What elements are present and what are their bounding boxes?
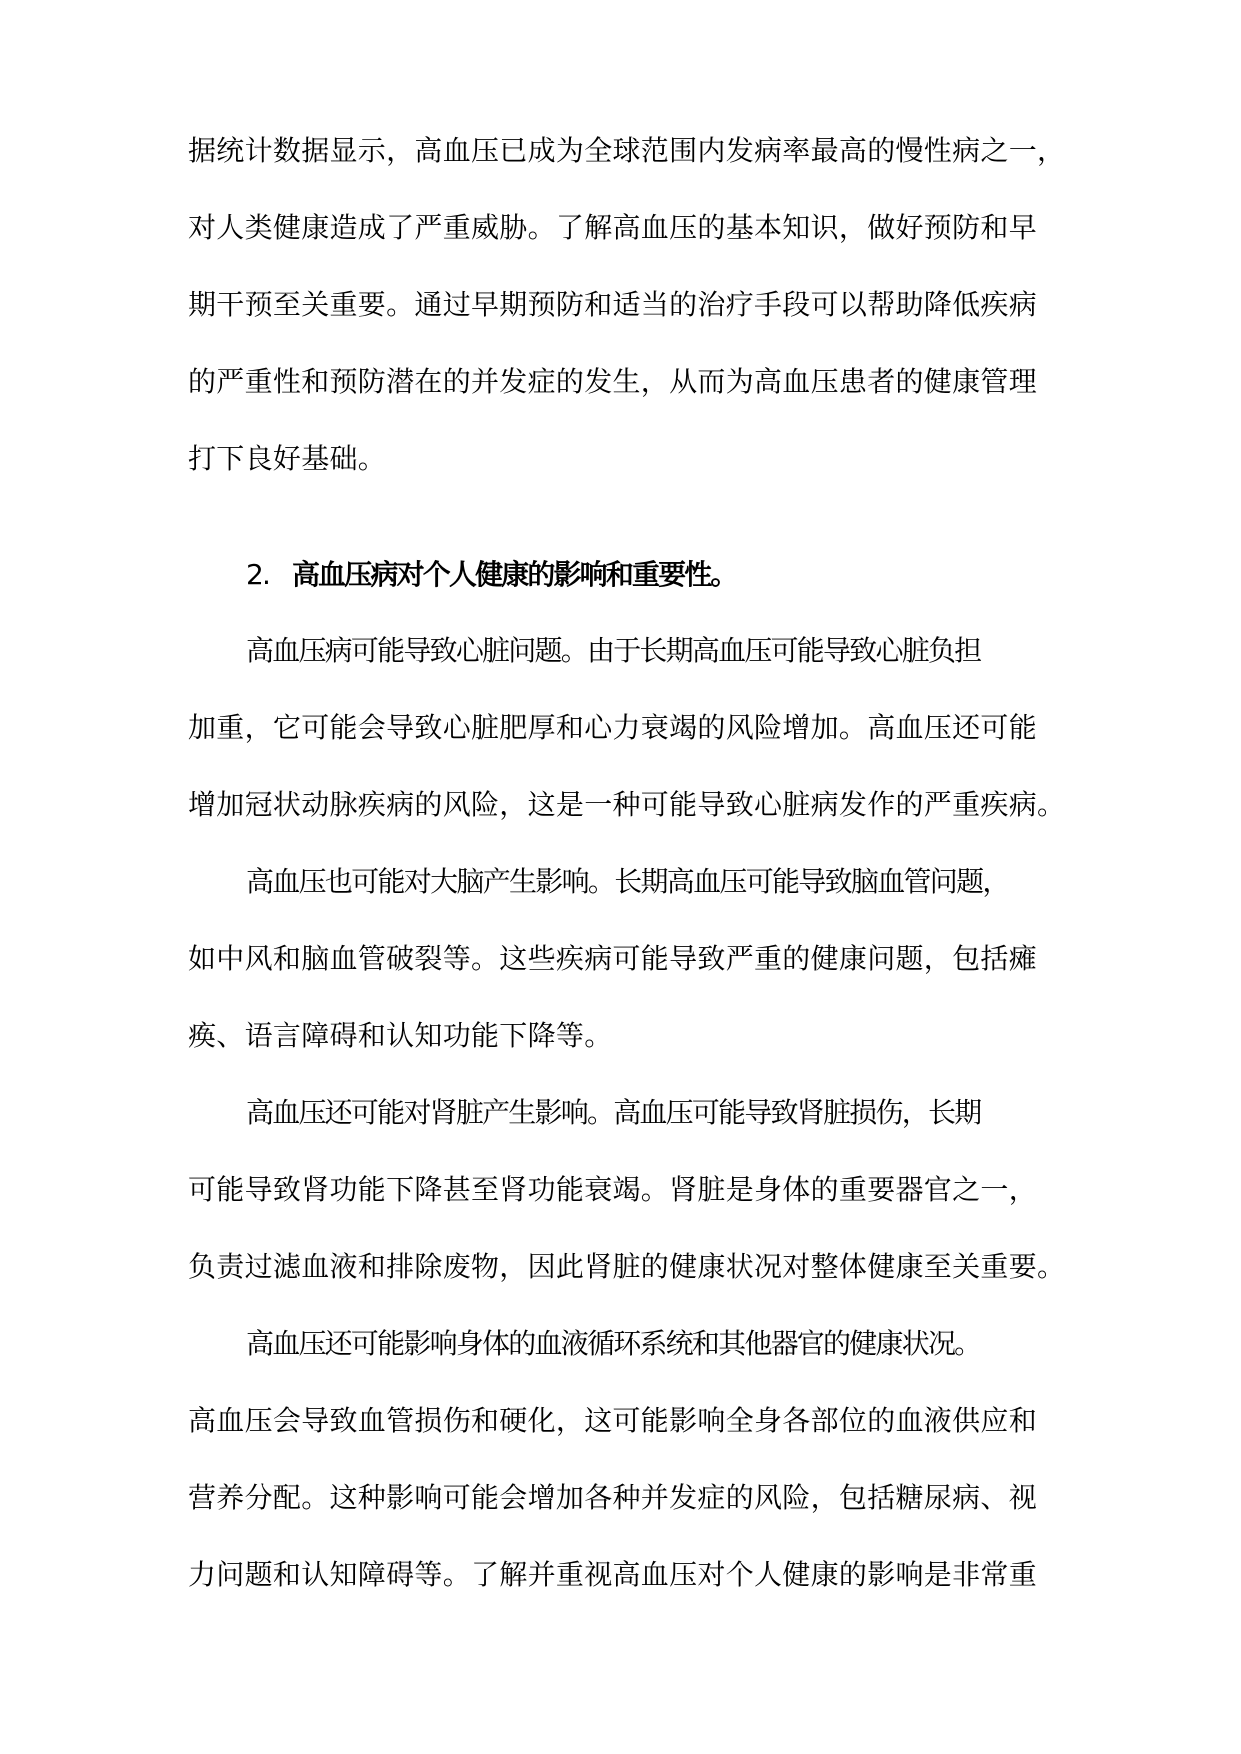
- paragraph-line: 增加冠状动脉疾病的风险，这是一种可能导致心脏病发作的严重疾病。: [188, 788, 1066, 821]
- paragraph-line: 高血压还可能对肾脏产生影响。高血压可能导致肾脏损伤，长期: [246, 1096, 981, 1129]
- paragraph-line: 痪、语言障碍和认知功能下降等。: [188, 1019, 613, 1052]
- paragraph-line: 加重，它可能会导致心脏肥厚和心力衰竭的风险增加。高血压还可能: [188, 711, 1038, 744]
- paragraph-line: 对人类健康造成了严重威胁。了解高血压的基本知识，做好预防和早: [188, 211, 1038, 244]
- paragraph-line: 力问题和认知障碍等。了解并重视高血压对个人健康的影响是非常重: [188, 1558, 1038, 1591]
- section-heading: [246, 545, 1126, 605]
- paragraph-line: 高血压会导致血管损伤和硬化，这可能影响全身各部位的血液供应和: [188, 1404, 1038, 1437]
- paragraph-line: 可能导致肾功能下降甚至肾功能衰竭。肾脏是身体的重要器官之一，: [188, 1173, 1038, 1206]
- paragraph-line: 的严重性和预防潜在的并发症的发生，从而为高血压患者的健康管理: [188, 365, 1038, 398]
- paragraph-line: 营养分配。这种影响可能会增加各种并发症的风险，包括糖尿病、视: [188, 1481, 1038, 1514]
- paragraph-line: 负责过滤血液和排除废物，因此肾脏的健康状况对整体健康至关重要。: [188, 1250, 1066, 1283]
- paragraph-line: 高血压还可能影响身体的血液循环系统和其他器官的健康状况。: [246, 1327, 981, 1360]
- paragraph-line: 据统计数据显示，高血压已成为全球范围内发病率最高的慢性病之一，: [188, 134, 1066, 167]
- paragraph-line: 打下良好基础。: [188, 442, 387, 475]
- paragraph-line: 期干预至关重要。通过早期预防和适当的治疗手段可以帮助降低疾病: [188, 288, 1038, 321]
- paragraph-line: 高血压也可能对大脑产生影响。长期高血压可能导致脑血管问题，: [246, 865, 1009, 898]
- section-number: 2.: [246, 558, 270, 591]
- section-title: 高血压病对个人健康的影响和重要性。: [292, 558, 737, 591]
- paragraph-line: 如中风和脑血管破裂等。这些疾病可能导致严重的健康问题，包括瘫: [188, 942, 1038, 975]
- paragraph-line: 高血压病可能导致心脏问题。由于长期高血压可能导致心脏负担: [246, 634, 981, 667]
